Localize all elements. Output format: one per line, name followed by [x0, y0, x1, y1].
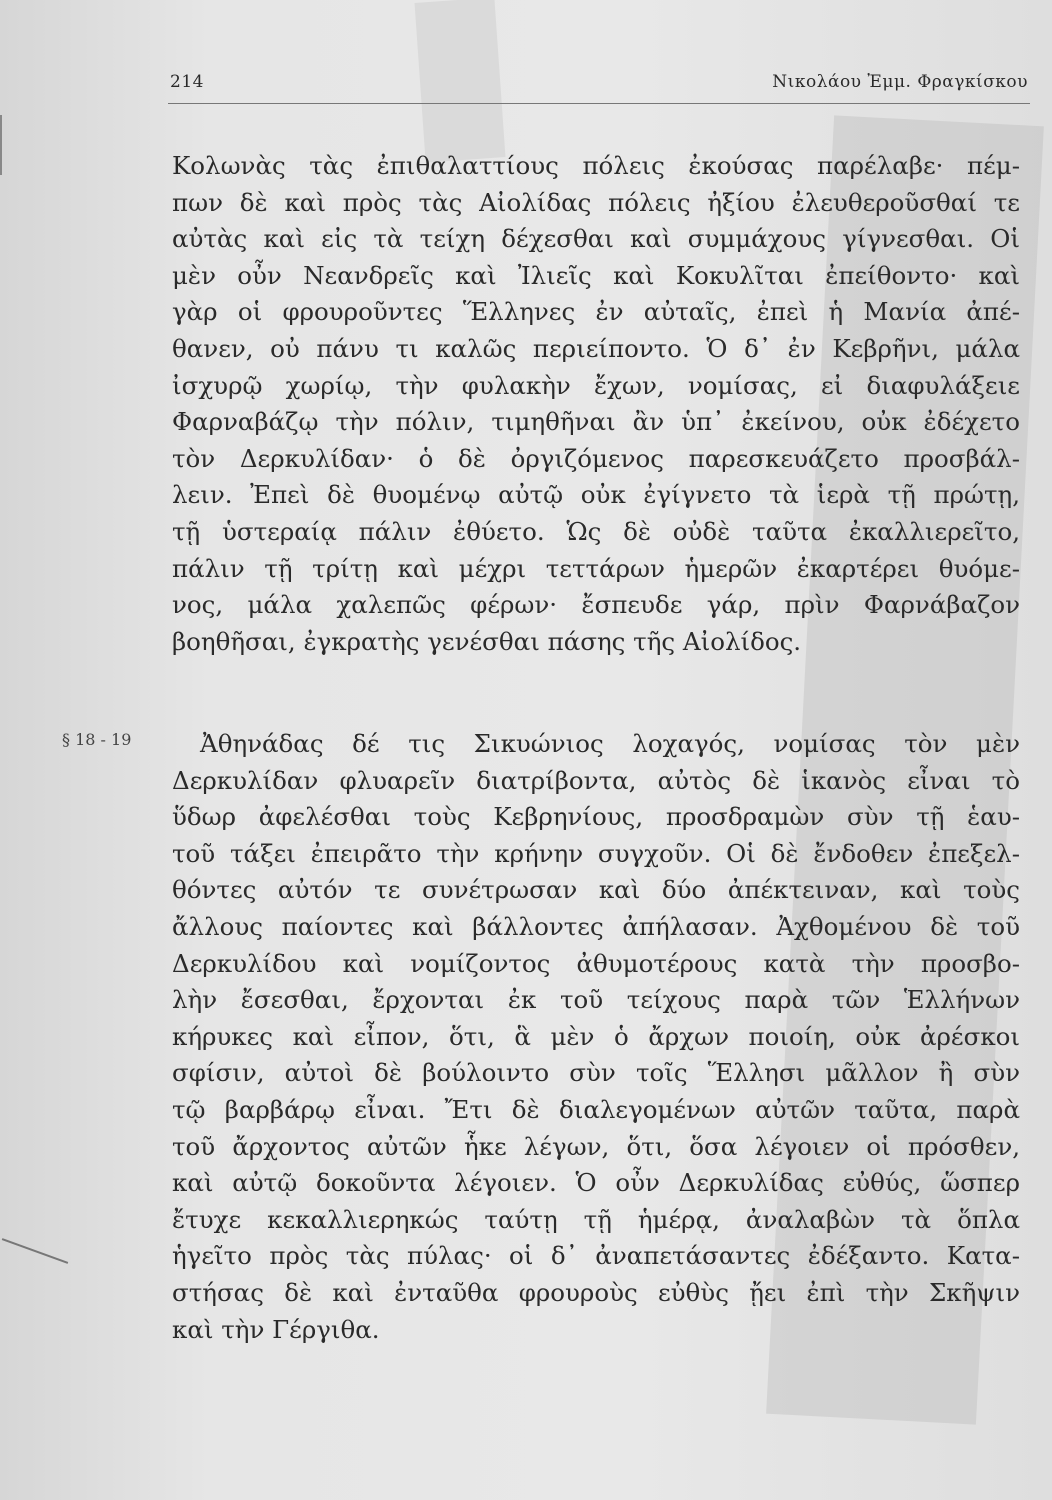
- text-line: ἔτυχε κεκαλλιερηκώς ταύτῃ τῇ ἡμέρᾳ, ἀναλαβὼν τὰ ὅπλα: [172, 1204, 1020, 1234]
- text-line: τῷ βαρβάρῳ εἶναι. Ἔτι δὲ διαλεγομένων αὐτῶν ταῦτα, παρὰ: [172, 1094, 1020, 1124]
- paragraph-2: [172, 726, 1020, 1348]
- text-line: ἡγεῖτο πρὸς τὰς πύλας· οἱ δ᾽ ἀναπετάσαντες ἐδέξαντο. Κατα-: [172, 1241, 1020, 1271]
- text-line: τῇ ὑστεραίᾳ πάλιν ἐθύετο. Ὡς δὲ οὐδὲ ταῦτα ἐκαλλιερεῖτο,: [172, 516, 1020, 546]
- text-line: τοῦ ἄρχοντος αὐτῶν ἧκε λέγων, ὅτι, ὅσα λέγοιεν οἱ πρόσθεν,: [172, 1131, 1020, 1161]
- text-line: νος, μάλα χαλεπῶς φέρων· ἔσπευδε γάρ, πρὶν Φαρνάβαζον: [172, 590, 1020, 620]
- page-number: 214: [170, 72, 204, 92]
- text-line: γὰρ οἱ φρουροῦντες Ἕλληνες ἐν αὐταῖς, ἐπεὶ ἡ Μανία ἀπέ-: [172, 297, 1020, 327]
- text-line: κήρυκες καὶ εἶπον, ὅτι, ἃ μὲν ὁ ἄρχων ποιοίη, οὐκ ἀρέσκοι: [172, 1021, 1020, 1051]
- text-line: στήσας δὲ καὶ ἐνταῦθα φρουροὺς εὐθὺς ᾔει ἐπὶ τὴν Σκῆψιν: [172, 1277, 1020, 1307]
- text-line: Κολωνὰς τὰς ἐπιθαλαττίους πόλεις ἐκούσας παρέλαβε· πέμ-: [172, 151, 1020, 180]
- text-line: πάλιν τῇ τρίτῃ καὶ μέχρι τεττάρων ἡμερῶν ἐκαρτέρει θυόμε-: [172, 553, 1020, 583]
- text-line: καὶ αὐτῷ δοκοῦντα λέγοιεν. Ὁ οὖν Δερκυλίδας εὐθύς, ὥσπερ: [172, 1168, 1020, 1198]
- text-line: βοηθῆσαι, ἐγκρατὴς γενέσθαι πάσης τῆς Αἰολίδος.: [172, 626, 802, 656]
- header-rule: [168, 103, 1030, 104]
- text-line: λὴν ἔσεσθαι, ἔρχονται ἐκ τοῦ τείχους παρὰ τῶν Ἑλλήνων: [172, 985, 1020, 1015]
- text-line: Δερκυλίδαν φλυαρεῖν διατρίβοντα, αὐτὸς δὲ ἱκανὸς εἶναι τὸ: [172, 765, 1020, 795]
- text-line: ἄλλους παίοντες καὶ βάλλοντες ἀπήλασαν. Ἀχθομένου δὲ τοῦ: [172, 911, 1020, 941]
- text-line: Φαρναβάζῳ τὴν πόλιν, τιμηθῆναι ἂν ὑπ᾽ ἐκείνου, οὐκ ἐδέχετο: [172, 407, 1020, 437]
- text-line: λειν. Ἐπεὶ δὲ θυομένῳ αὐτῷ οὐκ ἐγίγνετο τὰ ἱερὰ τῇ πρώτῃ,: [172, 480, 1020, 510]
- section-margin-note: § 18 - 19: [62, 730, 132, 749]
- text-line: ἰσχυρῷ χωρίῳ, τὴν φυλακὴν ἔχων, νομίσας, εἰ διαφυλάξειε: [172, 370, 1020, 400]
- text-line: Ἀθηνάδας δέ τις Σικυώνιος λοχαγός, νομίσας τὸν μὲν: [200, 729, 1020, 758]
- pen-mark: [2, 1238, 68, 1264]
- text-line: σφίσιν, αὐτοὶ δὲ βούλοιντο σὺν τοῖς Ἕλλησι μᾶλλον ἢ σὺν: [172, 1058, 1020, 1088]
- text-line: μὲν οὖν Νεανδρεῖς καὶ Ἰλιεῖς καὶ Κοκυλῖται ἐπείθοντο· καὶ: [172, 260, 1020, 290]
- text-line: θόντες αὐτόν τε συνέτρωσαν καὶ δύο ἀπέκτειναν, καὶ τοὺς: [172, 875, 1020, 905]
- paragraph-1: [172, 148, 1020, 660]
- text-line: ὕδωρ ἀφελέσθαι τοὺς Κεβρηνίους, προσδραμὼν σὺν τῇ ἑαυ-: [172, 802, 1020, 832]
- running-title: Νικολάου Ἐμμ. Φραγκίσκου: [772, 72, 1028, 92]
- text-line: τὸν Δερκυλίδαν· ὁ δὲ ὀργιζόμενος παρεσκευάζετο προσβάλ-: [172, 443, 1020, 473]
- text-line: θανεν, οὐ πάνυ τι καλῶς περιείποντο. Ὁ δ᾽ ἐν Κεβρῆνι, μάλα: [172, 333, 1020, 363]
- text-line: τοῦ τάξει ἐπειρᾶτο τὴν κρήνην συγχοῦν. Οἱ δὲ ἔνδοθεν ἐπεξελ-: [172, 838, 1020, 868]
- text-line: καὶ τὴν Γέργιθα.: [172, 1314, 380, 1344]
- text-line: πων δὲ καὶ πρὸς τὰς Αἰολίδας πόλεις ἠξίου ἐλευθεροῦσθαί τε: [172, 187, 1020, 217]
- page-header: [170, 72, 1028, 102]
- text-line: Δερκυλίδου καὶ νομίζοντος ἀθυμοτέρους κατὰ τὴν προσβο-: [172, 948, 1020, 978]
- text-line: αὐτὰς καὶ εἰς τὰ τείχη δέχεσθαι καὶ συμμάχους γίγνεσθαι. Οἱ: [172, 224, 1020, 254]
- pen-mark-top: [0, 115, 2, 175]
